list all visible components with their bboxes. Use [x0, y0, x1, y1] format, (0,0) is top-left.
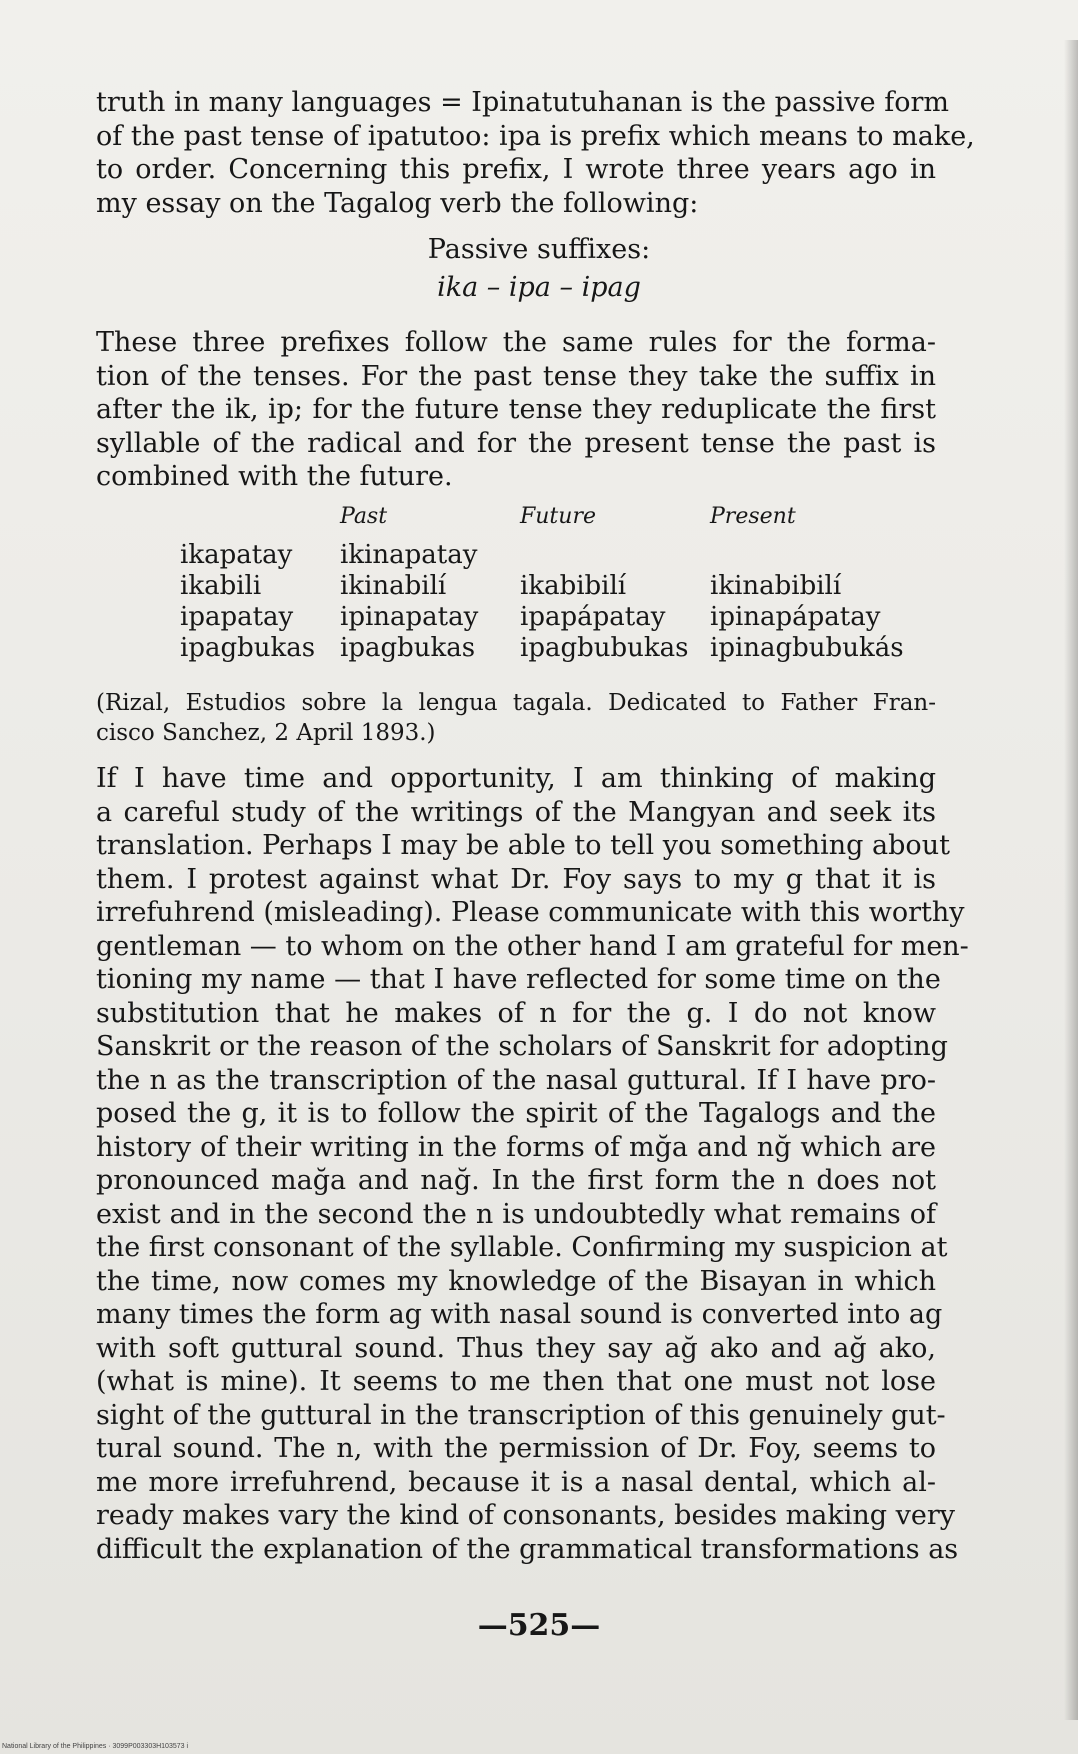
table-row	[180, 540, 920, 571]
text-line: many times the form ag with nasal sound is converted into ag	[96, 1299, 943, 1330]
suffix-list: ika – ipa – ipag	[437, 272, 641, 303]
text-line: pronounced mağa and nağ. In the first form the n does not	[96, 1165, 936, 1196]
table-cell: ipagbukas	[340, 633, 476, 663]
text-line: after the ik, ip; for the future tense they reduplicate the first	[96, 394, 936, 425]
table-cell: ipapápatay	[520, 602, 666, 632]
table-cell: ipagbukas	[180, 633, 316, 663]
scan-footer: National Library of the Philippines · 3099P003303H103573 i	[2, 1743, 189, 1750]
text-line: These three prefixes follow the same rules for the forma-	[96, 327, 936, 358]
paragraph-1	[96, 86, 975, 220]
text-line: sight of the guttural in the transcription of this genuinely gut-	[96, 1399, 946, 1431]
text-line: truth in many languages = Ipinatutuhanan is the passive form	[96, 87, 949, 118]
text-line: syllable of the radical and for the present tense the past is	[96, 427, 936, 459]
table-cell: ikinabibilí	[710, 571, 842, 601]
text-line: posed the g, it is to follow the spirit of the Tagalogs and the	[96, 1098, 936, 1129]
table-cell: ipinapatay	[340, 602, 479, 632]
text-line: of the past tense of ipatutoo: ipa is prefix which means to make,	[96, 120, 975, 152]
text-line: difficult the explanation of the grammatical transformations as	[96, 1533, 959, 1565]
table-cell: ikinapatay	[340, 540, 478, 570]
table-cell: ikabibilí	[520, 571, 627, 601]
table-header	[180, 504, 920, 540]
paragraph-2	[96, 326, 936, 494]
text-line: my essay on the Tagalog verb the following:	[96, 187, 699, 219]
paragraph-3	[96, 762, 969, 1566]
table-cell: ikabili	[180, 571, 262, 601]
text-line: tioning my name — that I have reflected for some time on the	[96, 964, 941, 995]
text-line: with soft guttural sound. Thus they say ağ ako and ağ ako,	[96, 1332, 936, 1364]
text-line: cisco Sanchez, 2 April 1893.)	[96, 720, 436, 746]
header-present: Present	[710, 504, 796, 529]
suffix-heading: Passive suffixes:	[427, 234, 651, 265]
text-line: to order. Concerning this prefix, I wrote three years ago in	[96, 154, 936, 185]
text-line: (what is mine). It seems to me then that one must not lose	[96, 1366, 936, 1397]
table-cell: ikapatay	[180, 540, 293, 570]
conjugation-table	[180, 504, 920, 664]
text-line: irrefuhrend (misleading). Please communicate with this worthy	[96, 897, 965, 928]
text-line: combined with the future.	[96, 461, 453, 492]
text-line: translation. Perhaps I may be able to tell you something about	[96, 830, 950, 861]
text-line: (Rizal, Estudios sobre la lengua tagala. Dedicated to Father Fran-	[96, 690, 936, 716]
table-row	[180, 633, 920, 664]
text-line: them. I protest against what Dr. Foy says to my g that it is	[96, 863, 936, 895]
page-number: —525—	[477, 1608, 601, 1643]
text-line: me more irrefuhrend, because it is a nasal dental, which al-	[96, 1466, 936, 1498]
header-past: Past	[340, 504, 388, 529]
text-line: substitution that he makes of n for the g. I do not know	[96, 997, 936, 1029]
text-line: exist and in the second the n is undoubtedly what remains of	[96, 1198, 936, 1230]
table-cell: ikinabilí	[340, 571, 447, 601]
text-line: a careful study of the writings of the Mangyan and seek its	[96, 796, 936, 828]
table-cell: ipagbubukas	[520, 633, 689, 663]
table-cell: ipinagbubukás	[710, 633, 904, 663]
text-line: the first consonant of the syllable. Confirming my suspicion at	[96, 1232, 948, 1263]
table-row	[180, 571, 920, 602]
table-row	[180, 602, 920, 633]
text-line: the time, now comes my knowledge of the Bisayan in which	[96, 1265, 936, 1297]
text-line: ready makes vary the kind of consonants, besides making very	[96, 1500, 955, 1531]
table-cell: ipinapápatay	[710, 602, 881, 632]
text-line: If I have time and opportunity, I am thinking of making	[96, 763, 936, 794]
text-line: tural sound. The n, with the permission of Dr. Foy, seems to	[96, 1433, 936, 1464]
text-line: Sanskrit or the reason of the scholars of Sanskrit for adopting	[96, 1031, 948, 1062]
text-line: gentleman — to whom on the other hand I am grateful for men-	[96, 930, 969, 962]
table-cell: ipapatay	[180, 602, 294, 632]
citation	[96, 688, 936, 748]
text-line: the n as the transcription of the nasal guttural. If I have pro-	[96, 1064, 936, 1096]
text-line: tion of the tenses. For the past tense they take the suffix in	[96, 360, 936, 392]
text-line: history of their writing in the forms of mğa and nğ which are	[96, 1131, 936, 1163]
header-future: Future	[520, 504, 596, 529]
